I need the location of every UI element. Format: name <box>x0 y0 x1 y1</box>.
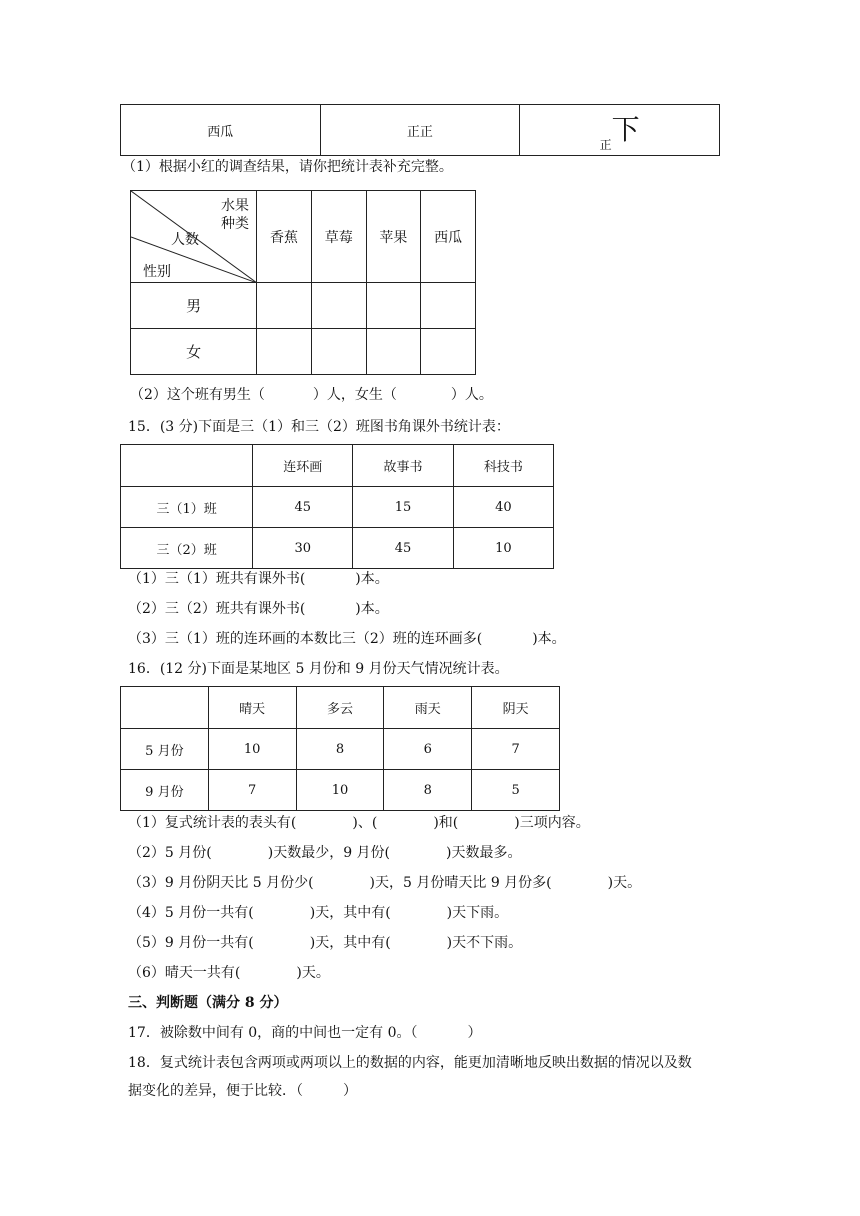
q15-header-science: 科技书 <box>453 445 553 487</box>
q15-q3-text-b: )本。 <box>532 631 566 647</box>
q16-q2-a: （2）5 月份( <box>128 845 212 861</box>
q15-q2-text-b: )本。 <box>355 601 389 617</box>
blank-cell[interactable] <box>311 283 366 329</box>
blank-cell[interactable] <box>257 283 312 329</box>
q16-q6-a: （6）晴天一共有( <box>128 965 241 981</box>
q17-statement <box>128 1024 482 1042</box>
row-label-male: 男 <box>131 283 257 329</box>
header-watermelon: 西瓜 <box>421 191 476 283</box>
q16-cell: 7 <box>208 770 296 811</box>
q16-q4-c: )天下雨。 <box>446 905 509 921</box>
books-stats-table <box>120 444 554 569</box>
q16-q5-b: )天，其中有( <box>309 935 391 951</box>
q16-header-overcast: 阴天 <box>472 687 560 729</box>
q14-q2-text-a: （2）这个班有男生（ <box>130 387 265 403</box>
q15-header-stories: 故事书 <box>353 445 453 487</box>
q15-question-2 <box>128 600 389 618</box>
q15-title: 15．(3 分)下面是三（1）和三（2）班图书角课外书统计表： <box>128 419 510 435</box>
blank-cell[interactable] <box>366 329 421 375</box>
q16-cell: 8 <box>384 770 472 811</box>
q16-q6-b: )天。 <box>296 965 330 981</box>
blank-cell[interactable] <box>366 283 421 329</box>
q15-cell: 15 <box>353 487 453 528</box>
section3-title: 三、判断题（满分 8 分） <box>128 995 288 1011</box>
row-label-female: 女 <box>131 329 257 375</box>
q16-header-rainy: 雨天 <box>384 687 472 729</box>
q15-cell: 45 <box>253 487 353 528</box>
tally-partial-mark: 下 <box>611 112 640 146</box>
q15-cell: 30 <box>253 528 353 569</box>
tally-mark: 正 <box>599 137 612 152</box>
q16-q4-a: （4）5 月份一共有( <box>128 905 254 921</box>
q14-instruction: （1）根据小红的调查结果，请你把统计表补充完整。 <box>122 159 453 175</box>
q14-q2-text-b: ）人，女生（ <box>312 387 397 403</box>
q16-cell: 8 <box>296 729 384 770</box>
q18-text: 据变化的差异，便于比较．（ <box>128 1083 303 1099</box>
q16-question-2 <box>128 844 521 862</box>
fruit-stats-table <box>130 190 476 375</box>
header-strawberry: 草莓 <box>311 191 366 283</box>
corner-label-fruit: 水果 <box>221 198 249 214</box>
diagonal-header-cell <box>131 191 257 283</box>
corner-label-gender: 性别 <box>143 264 171 280</box>
q14-q2-text-c: ）人。 <box>450 387 493 403</box>
q16-q4-b: )天，其中有( <box>309 905 391 921</box>
blank-cell[interactable] <box>311 329 366 375</box>
corner-label-type: 种类 <box>221 216 249 232</box>
tally-table <box>120 104 720 156</box>
q16-header-sunny: 晴天 <box>208 687 296 729</box>
q15-header-comics: 连环画 <box>253 445 353 487</box>
q16-q2-b: )天数最少，9 月份( <box>267 845 391 861</box>
q16-row-label: 5 月份 <box>121 729 209 770</box>
q15-row-label: 三（1）班 <box>121 487 253 528</box>
q16-title: 16．(12 分)下面是某地区 5 月份和 9 月份天气情况统计表。 <box>128 661 509 677</box>
q15-cell: 10 <box>453 528 553 569</box>
q15-row-label: 三（2）班 <box>121 528 253 569</box>
q16-header-cloudy: 多云 <box>296 687 384 729</box>
q16-q3-c: )天。 <box>607 875 642 891</box>
q16-q5-c: )天不下雨。 <box>446 935 523 951</box>
blank-cell[interactable] <box>257 329 312 375</box>
q15-cell: 40 <box>453 487 553 528</box>
header-apple: 苹果 <box>366 191 421 283</box>
q16-q1-b: )、( <box>352 815 378 831</box>
q15-q2-text-a: （2）三（2）班共有课外书( <box>128 601 306 617</box>
blank-cell[interactable] <box>421 329 476 375</box>
q16-cell: 6 <box>384 729 472 770</box>
q16-question-4 <box>128 904 508 922</box>
corner-label-count: 人数 <box>171 232 199 248</box>
q16-cell: 5 <box>472 770 560 811</box>
q16-row-label: 9 月份 <box>121 770 209 811</box>
q16-q2-c: )天数最多。 <box>446 845 522 861</box>
q18-statement-line1: 18．复式统计表包含两项或两项以上的数据的内容，能更加清晰地反映出数据的情况以及数 <box>128 1055 692 1071</box>
q16-q3-b: )天，5 月份晴天比 9 月份多( <box>369 875 552 891</box>
q18-close: ） <box>343 1083 357 1099</box>
q16-question-5 <box>128 934 522 952</box>
q16-question-3 <box>128 874 641 892</box>
q15-q3-text-a: （3）三（1）班的连环画的本数比三（2）班的连环画多( <box>128 631 483 647</box>
q16-question-6 <box>128 964 330 982</box>
q18-statement-line2 <box>128 1082 357 1100</box>
q16-cell: 10 <box>296 770 384 811</box>
q15-question-1 <box>128 570 389 588</box>
blank-cell[interactable] <box>421 283 476 329</box>
q16-q3-a: （3）9 月份阴天比 5 月份少( <box>128 875 314 891</box>
tally-girls-cell <box>520 105 720 156</box>
q16-cell: 7 <box>472 729 560 770</box>
header-banana: 香蕉 <box>257 191 312 283</box>
q16-q5-a: （5）9 月份一共有( <box>128 935 254 951</box>
tally-boys-cell: 正正 <box>320 105 520 156</box>
q17-text: 17．被除数中间有 0，商的中间也一定有 0。（ <box>128 1025 418 1041</box>
q16-question-1 <box>128 814 590 832</box>
q17-close: ） <box>467 1025 482 1041</box>
q15-q1-text-b: )本。 <box>355 571 389 587</box>
q14-question-2 <box>130 386 493 404</box>
weather-stats-table <box>120 686 560 811</box>
q16-q1-d: )三项内容。 <box>514 815 590 831</box>
q15-question-3 <box>128 630 566 648</box>
q16-header-empty <box>121 687 209 729</box>
q15-q1-text-a: （1）三（1）班共有课外书( <box>128 571 306 587</box>
q16-q1-c: )和( <box>433 815 459 831</box>
q16-cell: 10 <box>208 729 296 770</box>
tally-fruit-cell: 西瓜 <box>121 105 321 156</box>
q16-q1-a: （1）复式统计表的表头有( <box>128 815 297 831</box>
q15-header-empty <box>121 445 253 487</box>
q15-cell: 45 <box>353 528 453 569</box>
